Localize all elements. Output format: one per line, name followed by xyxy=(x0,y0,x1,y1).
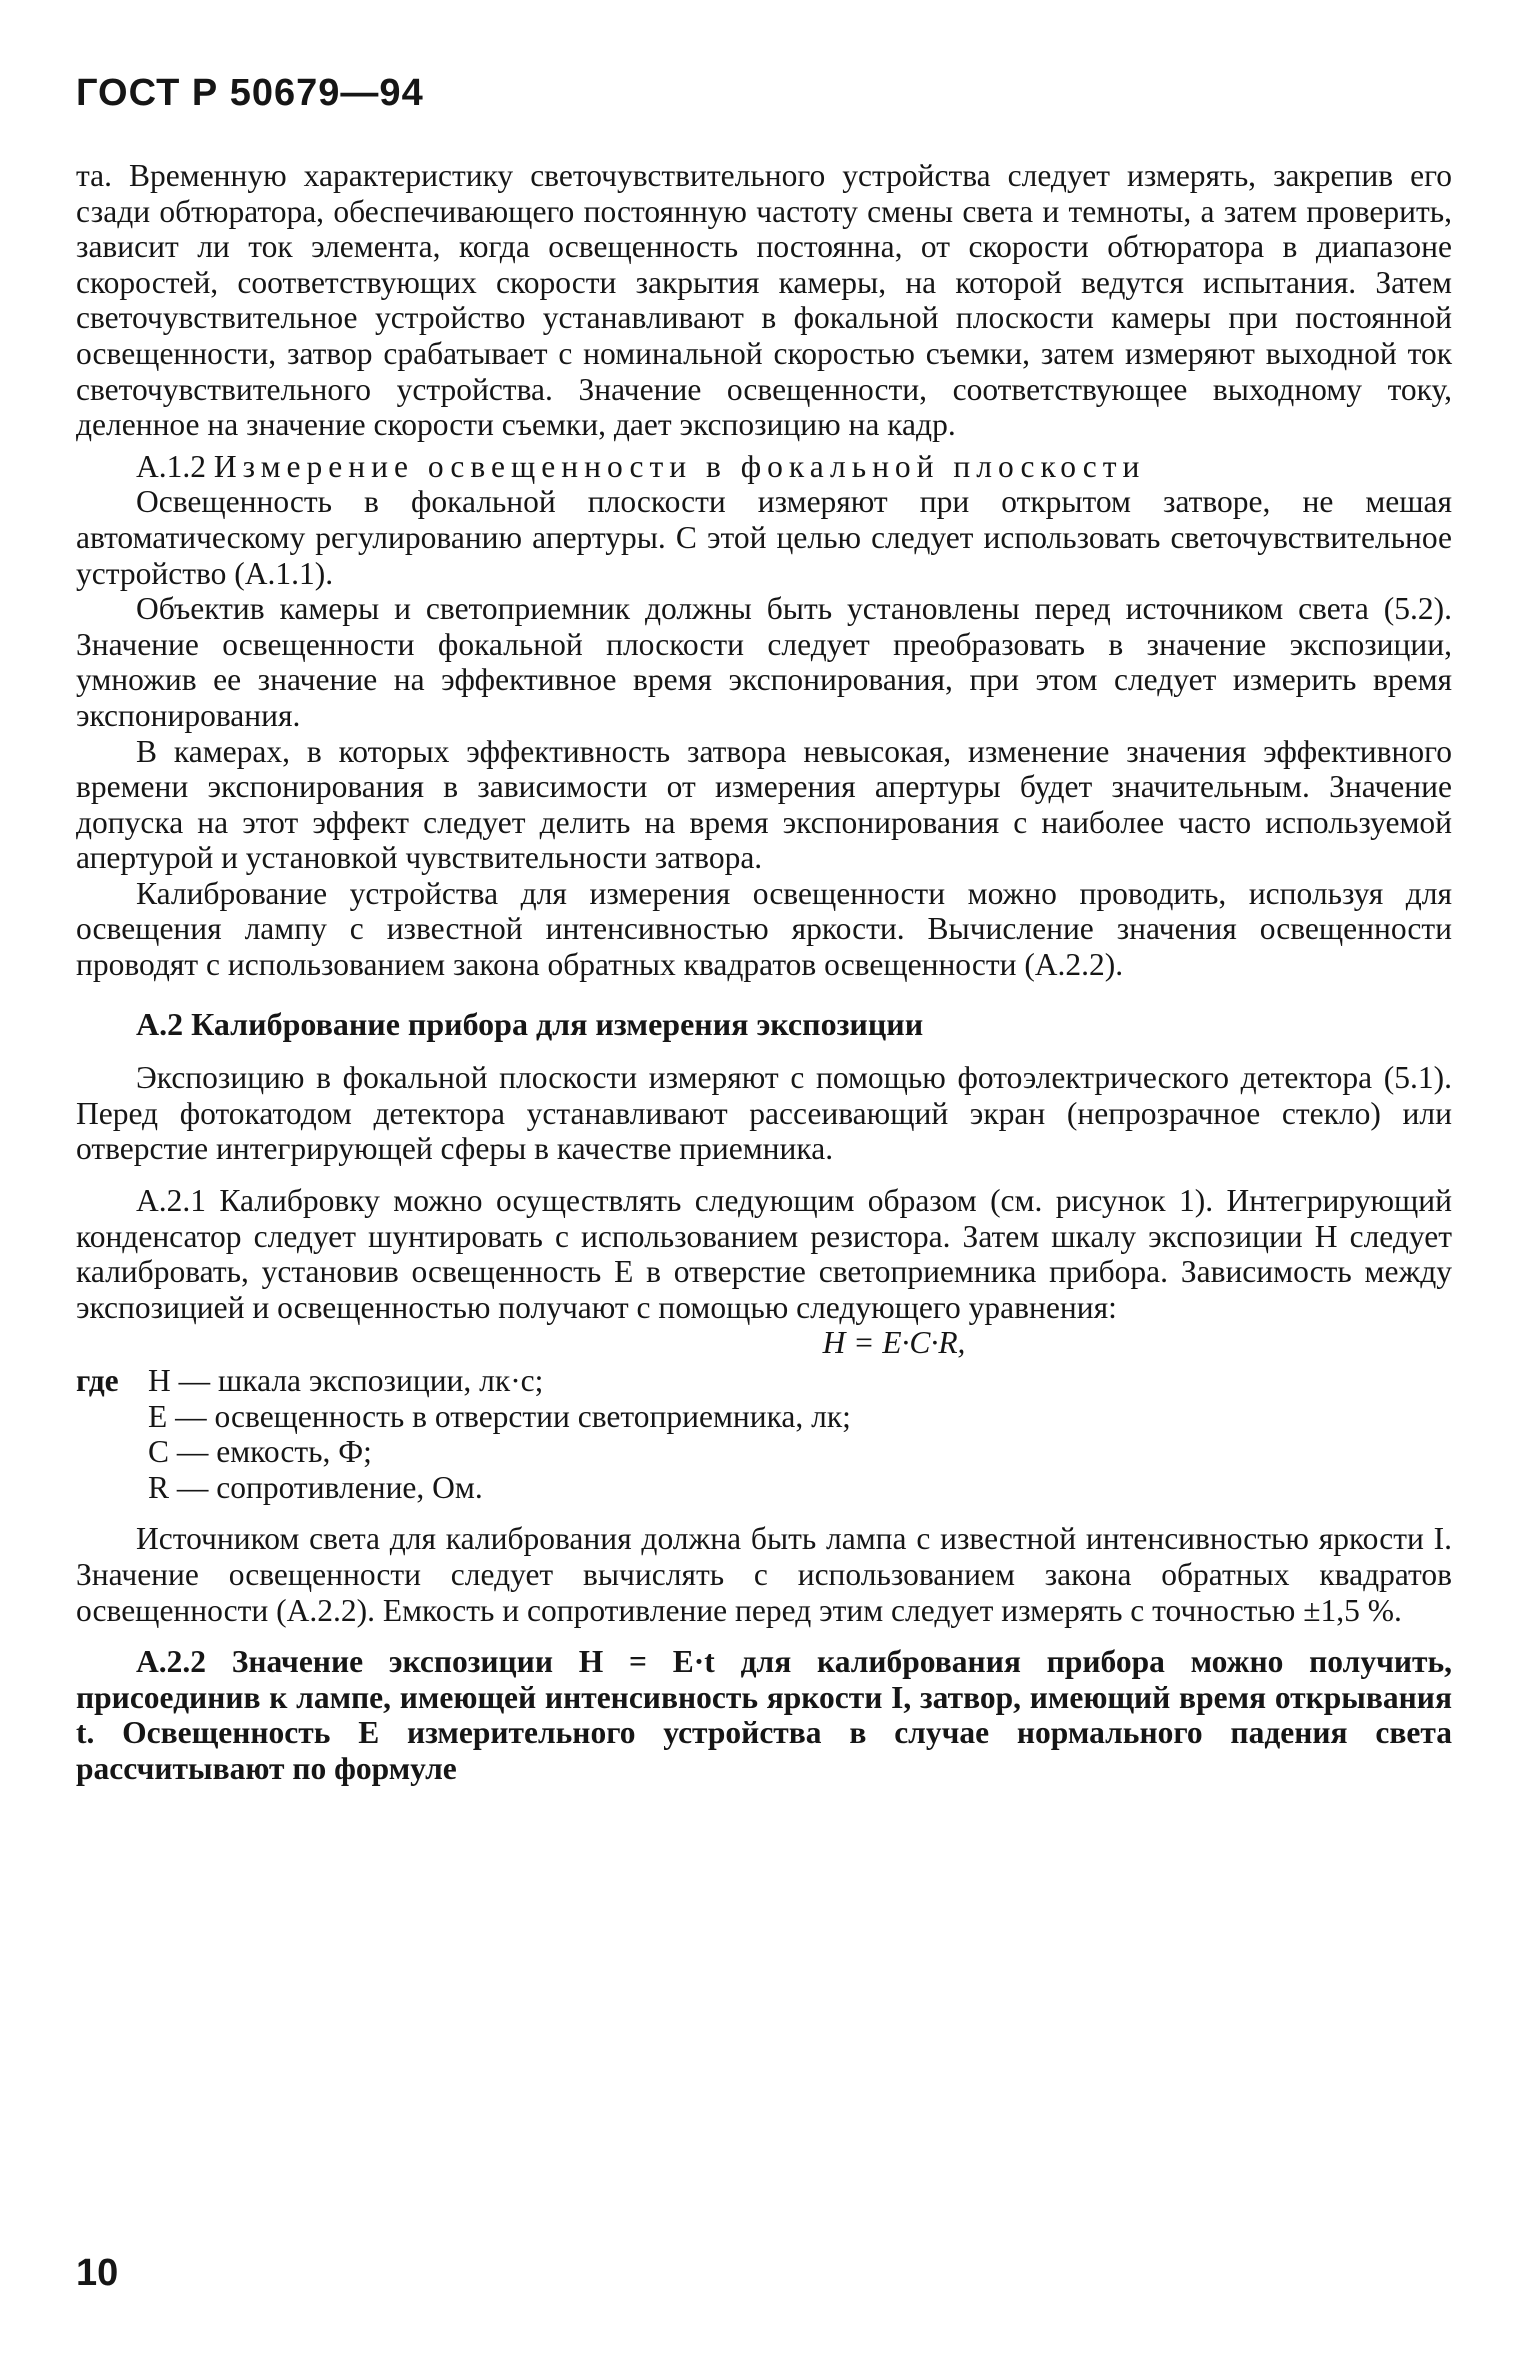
section-a22-text: А.2.2 Значение экспозиции H = E·t для калибрования прибора можно получить, присоединив к лампе, имеющей интенсивность яркости I, затвор, имеющий время открывания t. Освещенность E измерительного устройства в случае нормального падения света рассчитывают по формуле xyxy=(76,1644,1452,1786)
page-number: 10 xyxy=(76,2252,119,2294)
section-a12-title: Измерение освещенности в фокальной плоскости xyxy=(213,448,1146,484)
definition-text: E — освещенность в отверстии светоприемника, лк; xyxy=(148,1398,851,1434)
definitions-lead: где xyxy=(76,1363,119,1398)
paragraph-continuation: та. Временную характеристику светочувствительного устройства следует измерять, закрепив его сзади обтюратора, обеспечивающего постоянную частоту смены света и темноты, а затем проверить, зависит ли ток элемента, когда освещенность постоянна, от скорости обтюратора в диапазоне скоростей, соответствующих скорости закрытия камеры, на которой ведутся испытания. Затем светочувствительное устройство устанавливают в фокальной плоскости камеры при постоянной освещенности, затвор срабатывает с номинальной скоростью съемки, затем измеряют выходной ток светочувствительного устройства. Значение освещенности, соответствующее выходному току, деленное на значение скорости съемки, дает экспозицию на кадр. xyxy=(76,158,1452,443)
paragraph-exposure: Экспозицию в фокальной плоскости измеряют с помощью фотоэлектрического детектора (5.1). Перед фотокатодом детектора устанавливают рассеивающий экран (непрозрачное стекло) или отверстие интегрирующей сферы в качестве приемника. xyxy=(76,1060,1452,1167)
section-a12-text: Освещенность в фокальной плоскости измеряют при открытом затворе, не мешая автоматическому регулированию апертуры. С этой целью следует использовать светочувствительное устройство (А.1.1). xyxy=(76,484,1452,591)
paragraph-calibration-note: Калибрование устройства для измерения освещенности можно проводить, используя для освещения лампу с известной интенсивностью яркости. Вычисление значения освещенности проводят с использованием закона обратных квадратов освещенности (А.2.2). xyxy=(76,875,1452,983)
definition-text: H — шкала экспозиции, лк·с; xyxy=(148,1363,544,1398)
page-body xyxy=(76,158,1452,1787)
definition-item xyxy=(76,1470,1452,1506)
doc-header: ГОСТ Р 50679—94 xyxy=(76,72,424,114)
definition-text: R — сопротивление, Ом. xyxy=(148,1469,483,1505)
formula-exposure: H = E·C·R, xyxy=(822,1325,966,1361)
paragraph-shutter: В камерах, в которых эффективность затвора невысокая, изменение значения эффективного времени экспонирования в зависимости от измерения апертуры будет значительным. Значение допуска на этот эффект следует делить на время экспонирования с наиболее часто используемой апертурой и установкой чувствительности затвора. xyxy=(76,733,1452,876)
definitions-list xyxy=(76,1363,1452,1505)
section-a21-text: А.2.1 Калибровку можно осуществлять следующим образом (см. рисунок 1). Интегрирующий конденсатор следует шунтировать с использованием резистора. Затем шкалу экспозиции H следует калибровать, установив освещенность E в отверстие светоприемника прибора. Зависимость между экспозицией и освещенностью получают с помощью следующего уравнения: xyxy=(76,1183,1452,1325)
definition-item xyxy=(76,1399,1452,1435)
definition-text: C — емкость, Ф; xyxy=(148,1434,372,1470)
section-a2-heading: А.2 Калибрование прибора для измерения экспозиции xyxy=(136,1005,924,1042)
definition-item xyxy=(76,1434,1452,1470)
section-a12-number: А.1.2 xyxy=(136,448,206,484)
section-a12 xyxy=(76,449,1452,485)
paragraph-light-source: Источником света для калибрования должна быть лампа с известной интенсивностью яркости I. Значение освещенности следует вычислять с использованием закона обратных квадратов освещенности (А.2.2). Емкость и сопротивление перед этим следует измерять с точностью ±1,5 %. xyxy=(76,1521,1452,1628)
paragraph-lens: Объектив камеры и светоприемник должны быть установлены перед источником света (5.2). Значение освещенности фокальной плоскости следует преобразовать в значение экспозиции, умножив ее значение на эффективное время экспонирования, при этом следует измерить время экспонирования. xyxy=(76,591,1452,733)
definition-item xyxy=(76,1363,1452,1399)
